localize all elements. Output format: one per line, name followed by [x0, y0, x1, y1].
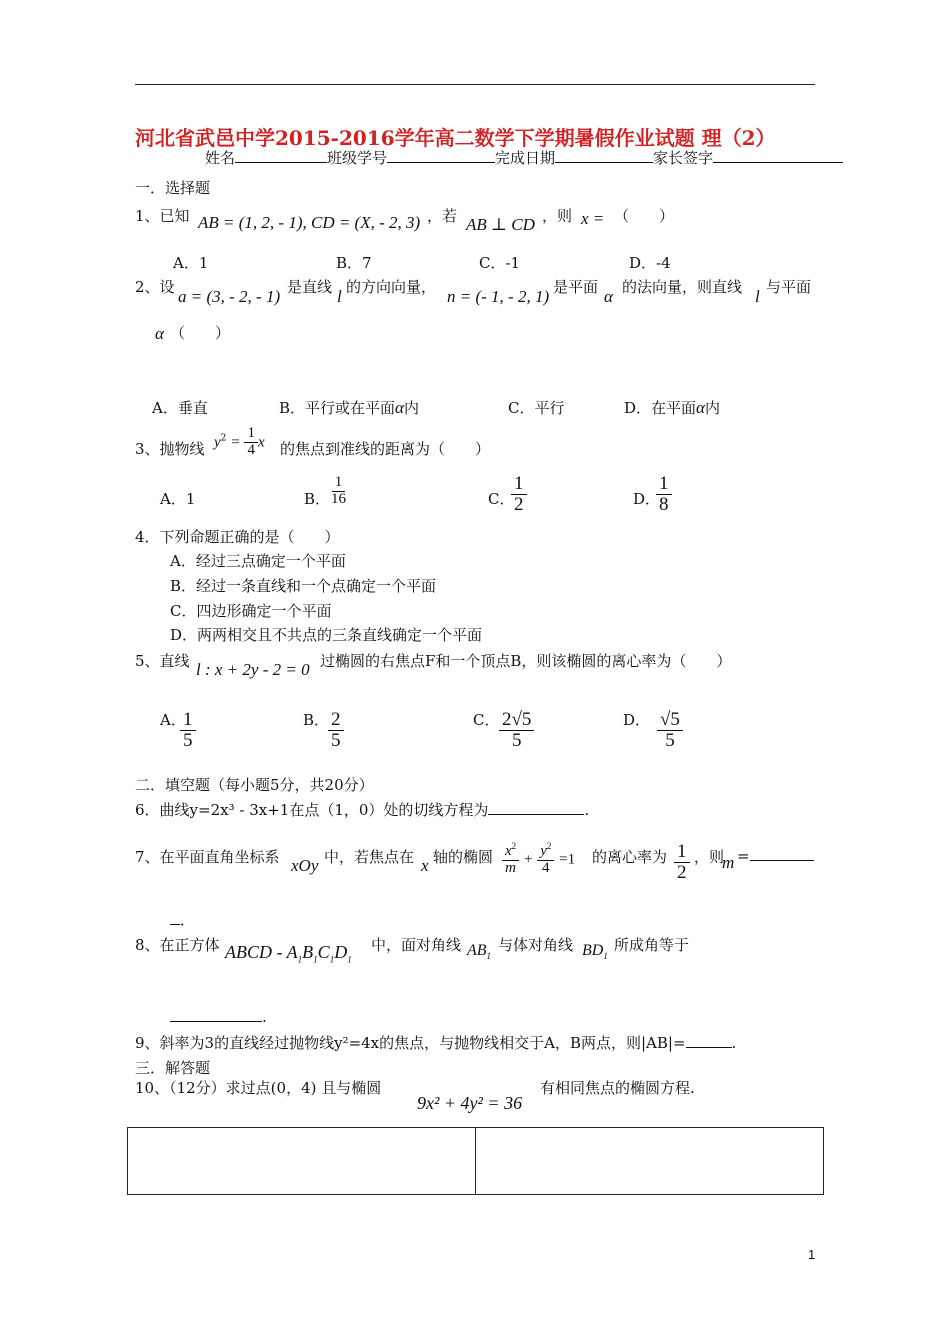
- q9: [135, 1032, 736, 1053]
- q6-blank[interactable]: [488, 800, 584, 815]
- q8-t2: 与体对角线: [498, 936, 574, 954]
- q8-pre: 8、在正方体: [135, 936, 220, 954]
- q3-option-c-frac: [511, 474, 527, 515]
- q2-line-l: l: [337, 287, 342, 306]
- q10-ellipse: 9x² + 4y² = 36: [417, 1093, 523, 1113]
- q6-text: 6．曲线y=2x³ - 3x+1在点（1，0）处的切线方程为: [135, 801, 489, 819]
- q5-option-b[interactable]: B．: [303, 711, 330, 729]
- q3-c-den: 2: [514, 493, 524, 515]
- q8-t3: 所成角等于: [614, 936, 690, 954]
- q8-answer: [170, 1007, 267, 1026]
- section-heading-choice: 一．选择题: [135, 179, 211, 197]
- q2-vector-n: n = (- 1, - 2, 1): [447, 287, 550, 306]
- q7-t2: 轴的椭圆: [433, 848, 494, 866]
- q5-d-den: 5: [665, 729, 675, 751]
- q4-option-a[interactable]: A．经过三点确定一个平面: [170, 552, 346, 570]
- q7-ellipse: [502, 842, 575, 877]
- q2-alpha: α: [604, 287, 613, 306]
- q7-t3: 的离心率为: [592, 848, 668, 866]
- q7-t1: 中，若焦点在: [324, 848, 415, 866]
- q1-option-a[interactable]: A．1: [173, 254, 209, 272]
- q3-option-a[interactable]: A．1: [160, 490, 196, 508]
- q7-ecc-frac: [674, 842, 690, 883]
- date-blank[interactable]: [555, 148, 653, 163]
- q7-blank-cont[interactable]: [170, 910, 180, 925]
- q4-stem: 4．下列命题正确的是（ ）: [135, 528, 340, 546]
- q9-text: 9、斜率为3的直线经过抛物线y²=4x的焦点，与抛物线相交于A，B两点，则|AB|=: [135, 1034, 686, 1052]
- q3-eq: =: [231, 434, 240, 451]
- q5-line: l : x + 2y - 2 = 0: [196, 660, 310, 679]
- q5-a-num: 1: [180, 710, 196, 731]
- q7-f1-den: m: [505, 859, 516, 876]
- q3-option-b-frac: [328, 475, 349, 508]
- q3-b-den: 16: [331, 490, 346, 507]
- q7-f3-den: 2: [677, 861, 687, 883]
- q5-option-d[interactable]: D．: [623, 711, 651, 729]
- q3-option-d-frac: [656, 474, 672, 515]
- q2-t1: 是直线: [287, 278, 333, 296]
- page-number: 1: [808, 1247, 816, 1262]
- q2-paren: （ ）: [170, 324, 231, 342]
- q2-num: 2、设: [135, 278, 175, 296]
- q8-cube: ABCD - $A_1B_1C_1D_1$: [225, 942, 352, 965]
- q9-blank[interactable]: [686, 1033, 732, 1048]
- section-heading-solve: 三．解答题: [135, 1059, 211, 1077]
- q8-ab1: $AB_1$: [467, 942, 492, 962]
- q5-option-a-frac: [180, 710, 196, 751]
- q1-cond-pre: ，若: [427, 207, 458, 225]
- q2-option-b[interactable]: [279, 397, 419, 418]
- q2-option-d-alpha: α: [696, 398, 705, 417]
- q7-eq-sign: =: [737, 847, 750, 865]
- section-heading-fill: 二．填空题（每小题5分，共20分）: [135, 776, 374, 794]
- q5-b-den: 5: [331, 729, 341, 751]
- q1-ask: x =: [581, 209, 605, 228]
- q1-num: 1、已知: [135, 207, 190, 225]
- q1-tail: ，则: [542, 207, 573, 225]
- q6: [135, 799, 589, 820]
- q5-d-num: √5: [657, 710, 683, 731]
- q10-tail: 有相同焦点的椭圆方程.: [540, 1079, 695, 1097]
- q5-c-num: 2√5: [499, 710, 534, 731]
- q2-t5: 与平面: [766, 278, 812, 296]
- q8-bd1: $BD_1$: [582, 942, 608, 962]
- q3-option-c[interactable]: C．: [488, 490, 515, 508]
- q1-option-c[interactable]: C．-1: [479, 254, 521, 272]
- q2-vector-a: a = (3, - 2, - 1): [178, 287, 281, 306]
- q3-num: 3、抛物线: [135, 440, 205, 458]
- class-label: 班级学号: [327, 149, 388, 167]
- q2-option-a[interactable]: A．垂直: [152, 399, 208, 417]
- q3-d-den: 8: [659, 493, 669, 515]
- name-label: 姓名: [205, 149, 236, 167]
- q7-f2-den: 4: [542, 859, 550, 876]
- q2-line-l-2: l: [755, 287, 760, 306]
- q10-text: 10、（12分）求过点(0，4) 且与椭圆: [135, 1079, 382, 1097]
- q7-f2-num: $y^2$: [537, 842, 554, 861]
- student-info-row: [205, 147, 843, 168]
- date-label: 完成日期: [495, 149, 556, 167]
- q5-b-num: 2: [328, 710, 344, 731]
- page-title: 河北省武邑中学2015-2016学年高二数学下学期暑假作业试题 理（2）: [135, 126, 776, 150]
- q2-option-b-text: B．平行或在平面: [279, 399, 396, 417]
- q5-tail: 过椭圆的右焦点F和一个顶点B，则该椭圆的离心率为（ ）: [320, 652, 732, 670]
- parent-label: 家长签字: [653, 149, 714, 167]
- q3-equation: $y^2$ = $\frac{1}{4}$ x: [214, 425, 265, 458]
- q9-end: .: [731, 1034, 737, 1052]
- q2-option-c[interactable]: C．平行: [508, 399, 565, 417]
- q3-y: y: [214, 434, 221, 451]
- q4-option-d[interactable]: D．两两相交且不共点的三条直线确定一个平面: [170, 626, 483, 644]
- q5-option-c-frac: [499, 710, 534, 751]
- q7-f3-num: 1: [674, 842, 690, 863]
- q7-xoy: xOy: [291, 856, 319, 875]
- q8-cube-a: ABCD - A: [225, 942, 298, 962]
- q2-option-d-text: D．在平面: [624, 399, 697, 417]
- top-rule: [135, 84, 815, 85]
- q8-cube-b: B: [302, 942, 314, 962]
- q6-end: .: [584, 801, 590, 819]
- q5-option-c[interactable]: C．: [473, 711, 500, 729]
- q3-tail: 的焦点到准线的距离为（ ）: [280, 440, 491, 458]
- q7-plus: +: [523, 851, 533, 868]
- class-blank[interactable]: [387, 148, 495, 163]
- q8-blank[interactable]: [170, 1007, 262, 1022]
- q7-m: m: [722, 853, 735, 872]
- q1-paren: （ ）: [614, 207, 675, 225]
- q3-x: x: [257, 434, 265, 451]
- q7-x: x: [421, 856, 429, 875]
- q7-pre: 7、在平面直角坐标系: [135, 848, 280, 866]
- q8-cube-d: D: [334, 942, 348, 962]
- q8-cube-c: C: [317, 942, 330, 962]
- q1-option-b[interactable]: B．7: [336, 254, 372, 272]
- name-blank[interactable]: [235, 148, 327, 163]
- q2-option-b-alpha: α: [395, 398, 404, 417]
- q7-cont-dot: ．: [180, 911, 196, 929]
- q3-option-b[interactable]: B．: [304, 490, 331, 508]
- q1-condition: AB ⊥ CD: [466, 215, 535, 234]
- q4-option-c[interactable]: C．四边形确定一个平面: [170, 602, 332, 620]
- q2-t4: 的法向量，则直线: [622, 278, 743, 296]
- answer-box[interactable]: [127, 1127, 824, 1195]
- q5-c-den: 5: [511, 729, 522, 751]
- q8-t1: 中，面对角线: [371, 936, 462, 954]
- q2-t3: 是平面: [553, 278, 599, 296]
- q3-frac-num: 1: [244, 426, 258, 443]
- answer-box-divider: [475, 1128, 476, 1194]
- q3-b-num: 1: [332, 475, 346, 492]
- q3-d-num: 1: [656, 474, 672, 495]
- q2-t2: 的方向向量，: [346, 278, 437, 296]
- q5-num: 5、直线: [135, 652, 190, 670]
- q7-cont: [170, 909, 195, 930]
- q7-f1-num: $x^2$: [502, 842, 519, 861]
- q3-frac-den: 4: [247, 441, 255, 458]
- q7-eq: =1: [559, 851, 576, 868]
- q2-option-d-inner: 内: [704, 399, 720, 417]
- q3-c-num: 1: [511, 474, 527, 495]
- q5-option-b-frac: [328, 710, 344, 751]
- parent-blank[interactable]: [713, 148, 843, 163]
- q8-end: .: [262, 1008, 267, 1026]
- q5-option-a[interactable]: A．: [160, 711, 186, 729]
- q2-option-d[interactable]: [624, 397, 720, 418]
- q2-alpha-2: α: [155, 324, 164, 343]
- q2-option-b-inner: 内: [403, 399, 419, 417]
- q7-answer: [737, 846, 814, 865]
- q7-blank[interactable]: [750, 846, 814, 861]
- q1-option-d[interactable]: D．-4: [629, 254, 671, 272]
- q5-option-d-frac: [657, 710, 683, 751]
- q4-option-b[interactable]: B．经过一条直线和一个点确定一个平面: [170, 577, 437, 595]
- q7-t4: ，则: [694, 848, 725, 866]
- q1-vectors: AB = (1, 2, - 1), CD = (X, - 2, 3): [198, 213, 421, 232]
- q3-fraction: [244, 426, 258, 459]
- q5-a-den: 5: [183, 729, 193, 751]
- question-1: [135, 205, 190, 226]
- q3-option-d[interactable]: D．: [633, 490, 661, 508]
